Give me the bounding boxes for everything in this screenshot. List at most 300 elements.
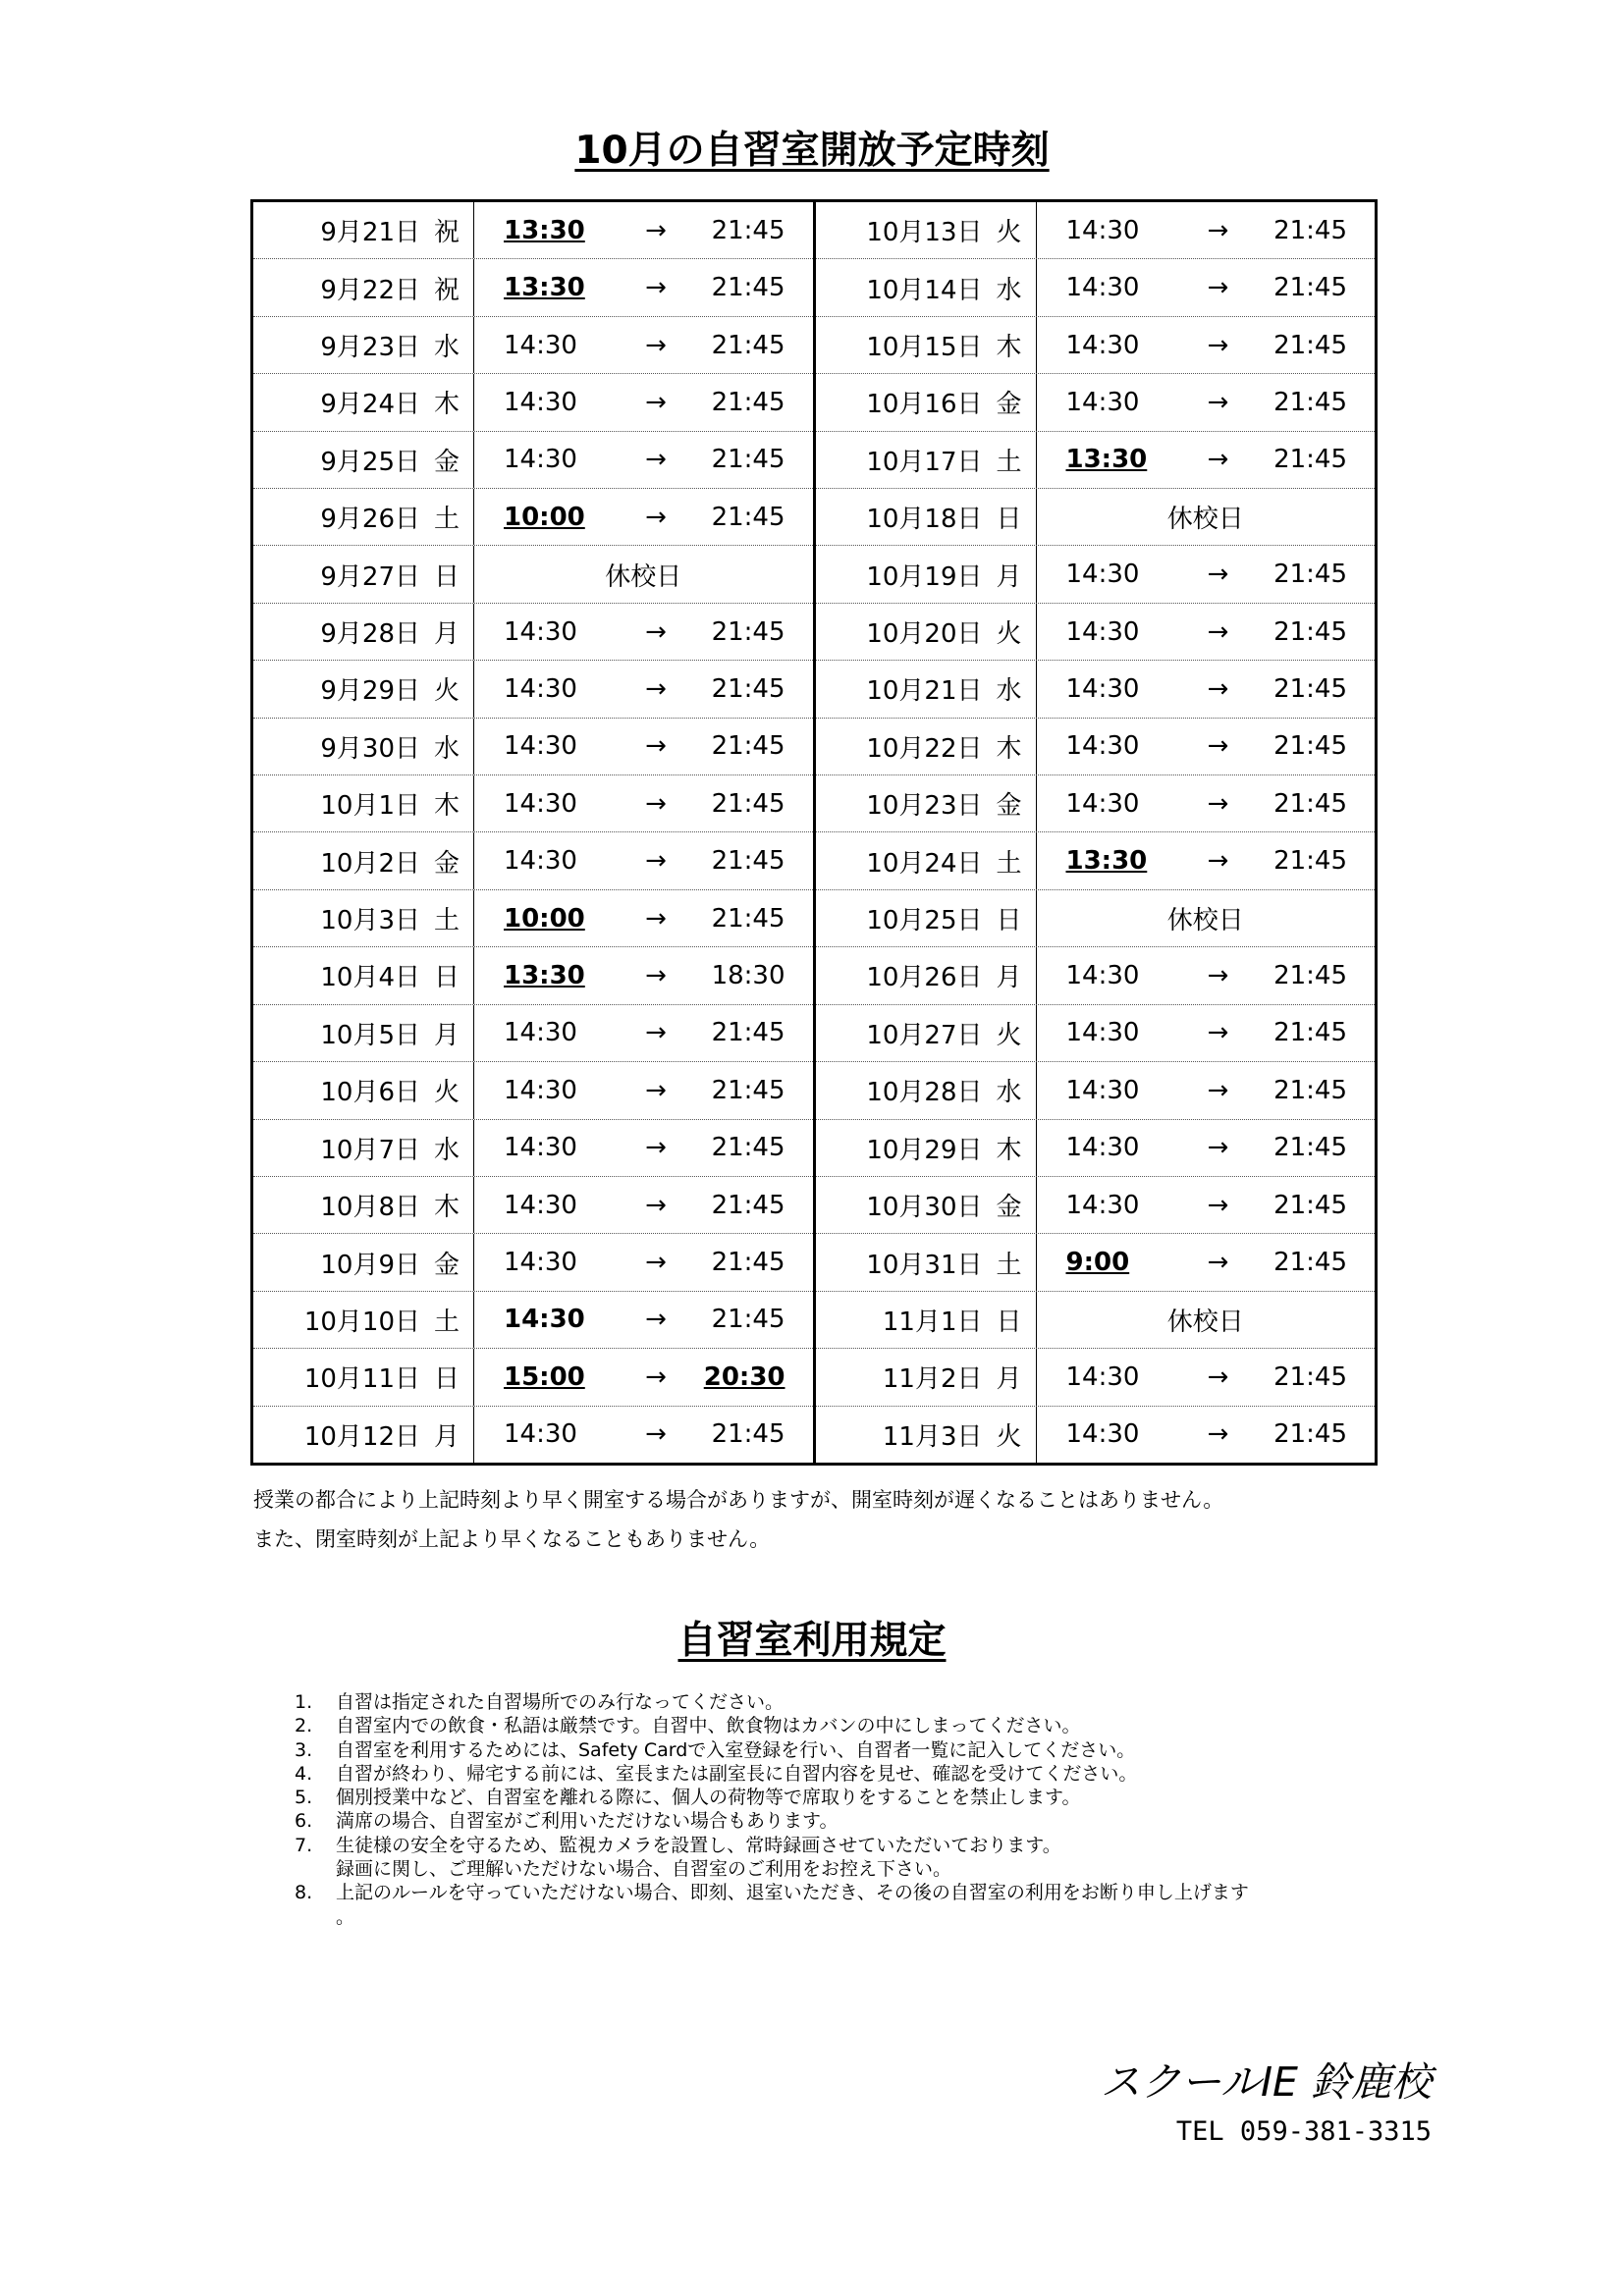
date-label: 10月28日 [866, 1078, 983, 1108]
schedule-row [253, 719, 813, 775]
weekday-label: 木 [433, 1193, 460, 1223]
arrow-icon: → [1207, 560, 1229, 590]
rule-item [295, 1905, 1453, 1929]
weekday-label: 日 [996, 505, 1022, 535]
open-time: 10:00 [504, 903, 585, 934]
open-time: 14:30 [1065, 673, 1140, 704]
weekday-label: 木 [433, 791, 460, 822]
arrow-icon: → [645, 1133, 667, 1163]
rule-text: 生徒様の安全を守るため、監視カメラを設置し、常時録画させていただいております。 [336, 1834, 1061, 1856]
rule-number: 5. [295, 1787, 313, 1809]
rule-item [295, 1786, 1453, 1809]
arrow-icon: → [1207, 1075, 1229, 1105]
open-time: 14:30 [504, 846, 577, 877]
schedule-row [253, 1292, 813, 1349]
arrow-icon: → [1207, 960, 1229, 990]
time-cell [474, 374, 813, 430]
schedule-row [253, 1349, 813, 1406]
schedule-row [253, 1234, 813, 1291]
date-cell [816, 202, 1037, 258]
date-cell [253, 432, 474, 488]
schedule-row [816, 1292, 1376, 1349]
schedule-row [253, 1177, 813, 1234]
date-cell [253, 1120, 474, 1176]
open-time: 14:30 [504, 1190, 577, 1220]
schedule-row [253, 546, 813, 603]
rule-number: 1. [295, 1691, 313, 1713]
weekday-label: 水 [433, 733, 460, 764]
arrow-icon: → [1207, 731, 1229, 762]
weekday-label: 木 [996, 1135, 1022, 1165]
open-time: 14:30 [1065, 560, 1140, 590]
close-time: 21:45 [711, 1305, 785, 1335]
time-cell [474, 202, 813, 258]
date-label: 10月26日 [866, 963, 983, 993]
schedule-row [253, 374, 813, 431]
weekday-label: 水 [433, 1135, 460, 1165]
time-cell [1037, 317, 1376, 373]
date-label: 9月24日 [320, 390, 420, 420]
time-cell [474, 1062, 813, 1118]
arrow-icon: → [645, 616, 667, 647]
rule-number: 8. [295, 1882, 313, 1904]
date-label: 9月25日 [320, 447, 420, 477]
open-time: 13:30 [504, 960, 585, 990]
close-time: 18:30 [711, 960, 785, 990]
date-cell [816, 1005, 1037, 1061]
time-cell [474, 1234, 813, 1290]
schedule-row [816, 1177, 1376, 1234]
date-label: 10月20日 [866, 619, 983, 650]
weekday-label: 火 [996, 1020, 1022, 1050]
weekday-label: 火 [433, 1078, 460, 1108]
arrow-icon: → [645, 387, 667, 417]
date-label: 9月26日 [320, 505, 420, 535]
date-cell [253, 1062, 474, 1118]
open-time: 14:30 [1065, 616, 1140, 647]
date-cell [816, 1349, 1037, 1405]
date-cell [816, 719, 1037, 774]
open-time: 14:30 [1065, 1362, 1140, 1392]
date-cell [253, 1292, 474, 1348]
closed-label: 休校日 [605, 561, 682, 592]
date-label: 10月11日 [303, 1364, 420, 1395]
time-cell [1037, 374, 1376, 430]
rules-title: 自習室利用規定 [677, 1619, 947, 1663]
date-cell [816, 489, 1037, 545]
date-cell [253, 832, 474, 888]
weekday-label: 土 [433, 505, 460, 535]
time-cell [1037, 1005, 1376, 1061]
date-cell [816, 1177, 1037, 1233]
open-time: 14:30 [504, 673, 577, 704]
close-time: 20:30 [703, 1362, 785, 1392]
weekday-label: 水 [996, 1078, 1022, 1108]
rule-item [295, 1714, 1453, 1737]
weekday-label: 木 [433, 390, 460, 420]
date-cell [253, 317, 474, 373]
weekday-label: 木 [996, 733, 1022, 764]
arrow-icon: → [645, 502, 667, 532]
open-time: 14:30 [1065, 215, 1140, 245]
arrow-icon: → [1207, 273, 1229, 303]
close-time: 21:45 [1273, 1362, 1347, 1392]
close-time: 21:45 [711, 673, 785, 704]
closed-day-cell [1037, 489, 1376, 545]
rule-text: 。 [336, 1905, 355, 1928]
weekday-label: 月 [433, 1421, 460, 1452]
arrow-icon: → [645, 1305, 667, 1335]
schedule-row [253, 259, 813, 316]
date-label: 10月25日 [866, 906, 983, 936]
date-cell [816, 775, 1037, 831]
rule-item [295, 1809, 1453, 1833]
time-cell [1037, 546, 1376, 602]
rule-number [295, 1905, 336, 1929]
rule-item [295, 1834, 1453, 1857]
closed-label: 休校日 [1166, 906, 1244, 936]
time-cell [474, 775, 813, 831]
date-cell [816, 1407, 1037, 1463]
open-time: 14:30 [504, 616, 577, 647]
time-cell [474, 432, 813, 488]
arrow-icon: → [645, 960, 667, 990]
rule-number: 4. [295, 1762, 313, 1785]
open-time: 14:30 [504, 788, 577, 819]
arrow-icon: → [645, 846, 667, 877]
time-cell [474, 259, 813, 315]
weekday-label: 日 [433, 1364, 460, 1395]
date-cell [816, 1292, 1037, 1348]
weekday-label: 木 [996, 333, 1022, 363]
weekday-label: 祝 [433, 218, 460, 248]
date-label: 10月14日 [866, 275, 983, 305]
close-time: 21:45 [711, 903, 785, 934]
date-label: 9月28日 [320, 619, 420, 650]
arrow-icon: → [645, 445, 667, 475]
time-cell [1037, 202, 1376, 258]
time-cell [474, 1407, 813, 1463]
rule-item [295, 1738, 1453, 1762]
open-time: 14:30 [504, 1018, 577, 1048]
weekday-label: 金 [433, 1250, 460, 1280]
date-cell [816, 947, 1037, 1003]
schedule-row [816, 719, 1376, 775]
schedule-row [816, 259, 1376, 316]
date-cell [816, 1120, 1037, 1176]
date-label: 10月30日 [866, 1193, 983, 1223]
close-time: 21:45 [711, 616, 785, 647]
time-cell [1037, 604, 1376, 660]
date-cell [816, 832, 1037, 888]
close-time: 21:45 [1273, 1133, 1347, 1163]
weekday-label: 土 [996, 848, 1022, 879]
rule-text: 満席の場合、自習室がご利用いただけない場合もあります。 [336, 1810, 839, 1833]
date-cell [253, 374, 474, 430]
time-cell [1037, 259, 1376, 315]
school-name: スクールIE 鈴鹿校 [1100, 2058, 1432, 2106]
time-cell [1037, 1062, 1376, 1118]
schedule-row [816, 1062, 1376, 1119]
arrow-icon: → [645, 673, 667, 704]
close-time: 21:45 [1273, 846, 1347, 877]
weekday-label: 火 [996, 218, 1022, 248]
date-label: 9月29日 [320, 676, 420, 707]
rule-item [295, 1881, 1453, 1904]
time-cell [1037, 661, 1376, 717]
close-time: 21:45 [1273, 1248, 1347, 1278]
open-time: 14:30 [504, 1305, 585, 1335]
weekday-label: 月 [433, 619, 460, 650]
rule-number: 3. [295, 1738, 313, 1761]
open-time: 14:30 [1065, 1133, 1140, 1163]
weekday-label: 金 [433, 447, 460, 477]
arrow-icon: → [1207, 616, 1229, 647]
close-time: 21:45 [1273, 445, 1347, 475]
date-label: 11月2日 [882, 1364, 983, 1395]
close-time: 21:45 [711, 731, 785, 762]
rule-number [295, 1857, 336, 1881]
close-time: 21:45 [1273, 1018, 1347, 1048]
weekday-label: 土 [996, 447, 1022, 477]
weekday-label: 火 [433, 676, 460, 707]
date-label: 10月16日 [866, 390, 983, 420]
close-time: 21:45 [1273, 330, 1347, 360]
time-cell [474, 890, 813, 946]
close-time: 21:45 [1273, 788, 1347, 819]
weekday-label: 金 [996, 1193, 1022, 1223]
weekday-label: 日 [996, 1307, 1022, 1337]
weekday-label: 日 [433, 963, 460, 993]
weekday-label: 水 [996, 275, 1022, 305]
open-time: 14:30 [1065, 330, 1140, 360]
weekday-label: 水 [996, 676, 1022, 707]
open-time: 14:30 [504, 387, 577, 417]
rule-text: 自習室内での飲食・私語は厳禁です。自習中、飲食物はカバンの中にしまってください。 [336, 1715, 1081, 1737]
schedule-row [816, 1407, 1376, 1463]
date-label: 10月19日 [866, 561, 983, 592]
time-cell [1037, 775, 1376, 831]
close-time: 21:45 [711, 387, 785, 417]
date-cell [253, 1234, 474, 1290]
weekday-label: 金 [996, 390, 1022, 420]
closed-day-cell [1037, 890, 1376, 946]
schedule-row [816, 1120, 1376, 1177]
date-label: 10月1日 [320, 791, 420, 822]
open-time: 10:00 [504, 502, 585, 532]
time-cell [474, 1120, 813, 1176]
schedule-row [253, 432, 813, 489]
closed-label: 休校日 [1166, 505, 1244, 535]
time-cell [1037, 1120, 1376, 1176]
arrow-icon: → [645, 903, 667, 934]
time-cell [474, 604, 813, 660]
weekday-label: 土 [996, 1250, 1022, 1280]
arrow-icon: → [1207, 330, 1229, 360]
close-time: 21:45 [1273, 673, 1347, 704]
weekday-label: 金 [433, 848, 460, 879]
open-time: 9:00 [1065, 1248, 1130, 1278]
close-time: 21:45 [711, 1419, 785, 1450]
schedule-row [816, 661, 1376, 718]
rule-number: 6. [295, 1810, 313, 1833]
note-line: 授業の都合により上記時刻より早く開室する場合がありますが、開室時刻が遅くなることはありません。 [253, 1488, 1224, 1512]
date-label: 10月27日 [866, 1020, 983, 1050]
arrow-icon: → [645, 1248, 667, 1278]
weekday-label: 金 [996, 791, 1022, 822]
date-label: 10月21日 [866, 676, 983, 707]
date-cell [816, 317, 1037, 373]
schedule-row [253, 947, 813, 1004]
weekday-label: 水 [433, 333, 460, 363]
time-cell [474, 489, 813, 545]
close-time: 21:45 [711, 1075, 785, 1105]
time-cell [474, 832, 813, 888]
schedule-row [253, 1062, 813, 1119]
arrow-icon: → [1207, 1018, 1229, 1048]
close-time: 21:45 [711, 215, 785, 245]
open-time: 14:30 [504, 445, 577, 475]
note-line: また、閉室時刻が上記より早くなることもありません。 [253, 1527, 771, 1551]
arrow-icon: → [645, 788, 667, 819]
close-time: 21:45 [1273, 960, 1347, 990]
schedule-row [816, 947, 1376, 1004]
date-cell [253, 890, 474, 946]
date-cell [253, 489, 474, 545]
date-cell [816, 1234, 1037, 1290]
arrow-icon: → [1207, 673, 1229, 704]
date-label: 10月3日 [320, 906, 420, 936]
time-cell [474, 719, 813, 774]
arrow-icon: → [1207, 1362, 1229, 1392]
schedule-row [816, 832, 1376, 889]
weekday-label: 月 [433, 1020, 460, 1050]
time-cell [1037, 832, 1376, 888]
arrow-icon: → [1207, 445, 1229, 475]
date-label: 10月24日 [866, 848, 983, 879]
weekday-label: 日 [433, 561, 460, 592]
date-label: 9月27日 [320, 561, 420, 592]
schedule-row [816, 775, 1376, 832]
rules-list [295, 1690, 1453, 1929]
time-cell [1037, 1407, 1376, 1463]
date-cell [816, 1062, 1037, 1118]
open-time: 13:30 [504, 273, 585, 303]
close-time: 21:45 [711, 1133, 785, 1163]
schedule-row [816, 890, 1376, 947]
date-cell [253, 1005, 474, 1061]
time-cell [474, 661, 813, 717]
open-time: 14:30 [504, 1133, 577, 1163]
time-cell [1037, 1177, 1376, 1233]
open-time: 14:30 [504, 1419, 577, 1450]
arrow-icon: → [645, 330, 667, 360]
arrow-icon: → [645, 731, 667, 762]
rule-text: 自習室を利用するためには、Safety Cardで入室登録を行い、自習者一覧に記入してください。 [336, 1738, 1136, 1761]
date-cell [253, 259, 474, 315]
arrow-icon: → [645, 273, 667, 303]
arrow-icon: → [645, 1018, 667, 1048]
date-cell [816, 890, 1037, 946]
time-cell [474, 1177, 813, 1233]
close-time: 21:45 [1273, 1419, 1347, 1450]
schedule-row [253, 604, 813, 661]
date-label: 10月22日 [866, 733, 983, 764]
arrow-icon: → [1207, 387, 1229, 417]
closed-day-cell [1037, 1292, 1376, 1348]
close-time: 21:45 [711, 788, 785, 819]
date-label: 10月9日 [320, 1250, 420, 1280]
open-time: 14:30 [1065, 387, 1140, 417]
date-cell [253, 202, 474, 258]
rule-text: 個別授業中など、自習室を離れる際に、個人の荷物等で席取りをすることを禁止します。 [336, 1787, 1081, 1809]
rule-number: 7. [295, 1834, 313, 1856]
close-time: 21:45 [1273, 1075, 1347, 1105]
time-cell [474, 317, 813, 373]
schedule-row [816, 202, 1376, 259]
arrow-icon: → [1207, 788, 1229, 819]
schedule-row [816, 1234, 1376, 1291]
rule-text: 自習は指定された自習場所でのみ行なってください。 [336, 1691, 785, 1713]
close-time: 21:45 [1273, 560, 1347, 590]
date-cell [253, 1349, 474, 1405]
open-time: 13:30 [504, 215, 585, 245]
date-label: 10月2日 [320, 848, 420, 879]
date-cell [253, 1407, 474, 1463]
close-time: 21:45 [1273, 1190, 1347, 1220]
rule-number: 2. [295, 1715, 313, 1737]
schedule-row [253, 1120, 813, 1177]
arrow-icon: → [1207, 215, 1229, 245]
date-label: 10月23日 [866, 791, 983, 822]
arrow-icon: → [1207, 1133, 1229, 1163]
date-label: 11月3日 [882, 1421, 983, 1452]
close-time: 21:45 [711, 330, 785, 360]
open-time: 14:30 [504, 731, 577, 762]
weekday-label: 土 [433, 906, 460, 936]
close-time: 21:45 [1273, 273, 1347, 303]
schedule-row [253, 890, 813, 947]
open-time: 14:30 [1065, 273, 1140, 303]
close-time: 21:45 [1273, 616, 1347, 647]
arrow-icon: → [1207, 1248, 1229, 1278]
date-cell [816, 546, 1037, 602]
date-cell [816, 374, 1037, 430]
date-label: 10月18日 [866, 505, 983, 535]
date-label: 10月5日 [320, 1020, 420, 1050]
arrow-icon: → [645, 1419, 667, 1450]
schedule-row [816, 374, 1376, 431]
date-cell [816, 604, 1037, 660]
date-label: 10月4日 [320, 963, 420, 993]
schedule-row [816, 432, 1376, 489]
date-cell [253, 604, 474, 660]
date-label: 10月13日 [866, 218, 983, 248]
close-time: 21:45 [711, 846, 785, 877]
schedule-column-left [253, 202, 816, 1463]
time-cell [1037, 947, 1376, 1003]
date-cell [253, 661, 474, 717]
open-time: 14:30 [1065, 960, 1140, 990]
open-time: 14:30 [1065, 788, 1140, 819]
date-label: 10月6日 [320, 1078, 420, 1108]
date-label: 10月7日 [320, 1135, 420, 1165]
schedule-row [253, 775, 813, 832]
date-cell [253, 719, 474, 774]
close-time: 21:45 [711, 1018, 785, 1048]
arrow-icon: → [1207, 1419, 1229, 1450]
weekday-label: 火 [996, 1421, 1022, 1452]
